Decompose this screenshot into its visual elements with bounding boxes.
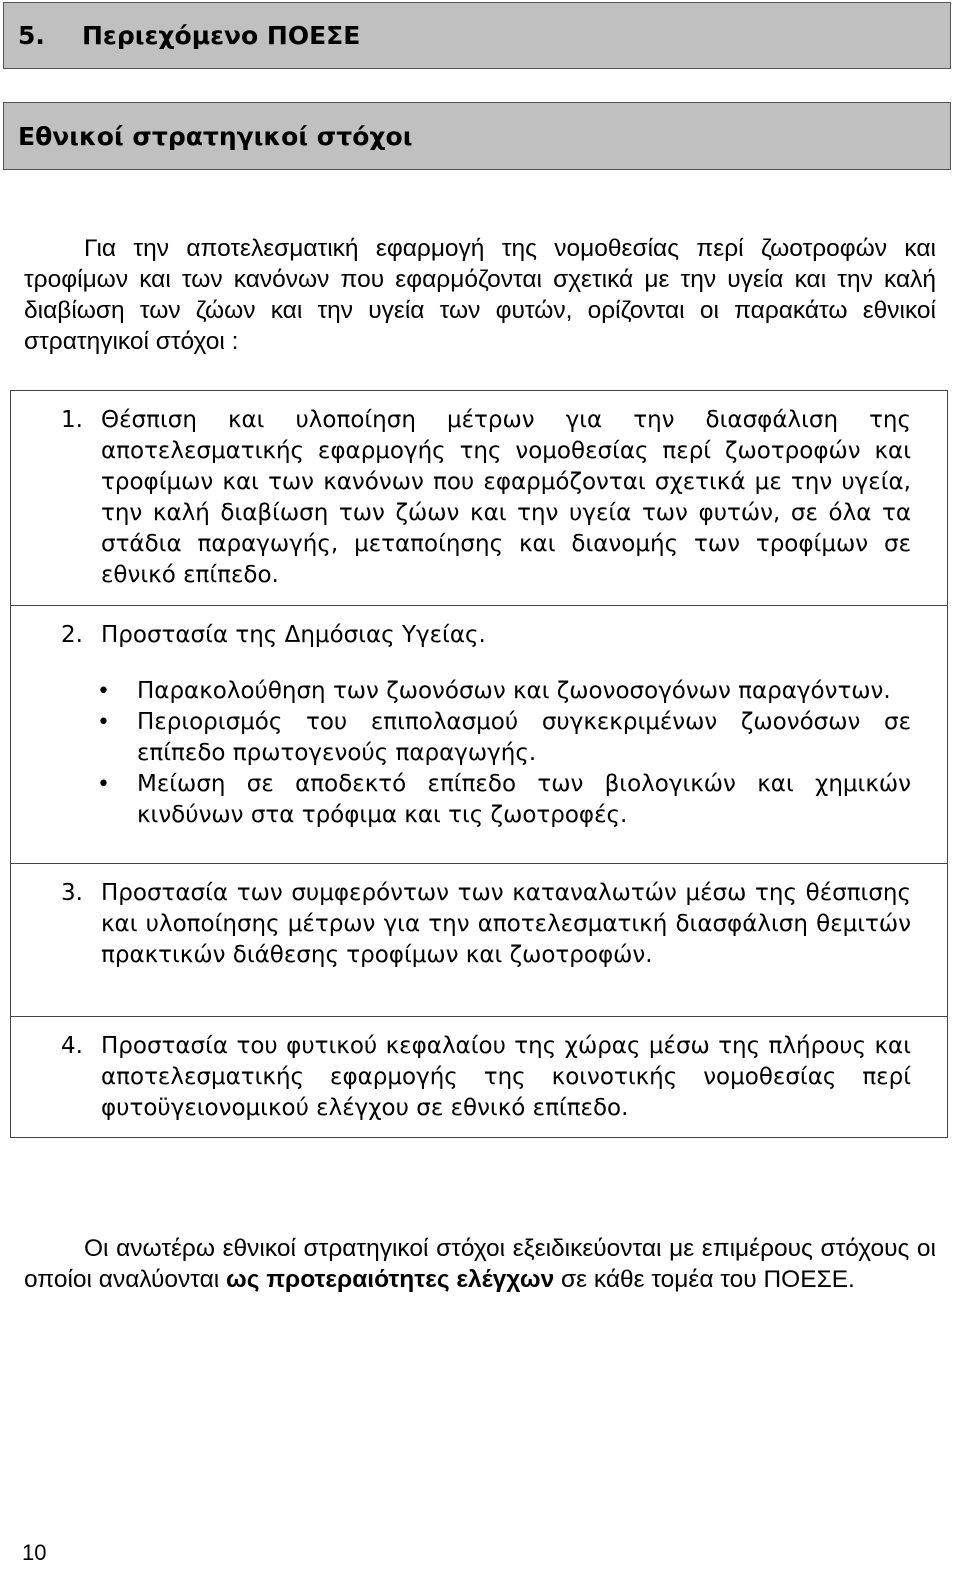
bullet-icon: • [97,679,110,704]
bullet-text: Μείωση σε αποδεκτό επίπεδο των βιολογικών και χημικών κινδύνων στα τρόφιμα και τις ζωοτροφές. [137,771,911,828]
goal-text: Προστασία του φυτικού κεφαλαίου της χώρας μέσω της πλήρους και αποτελεσματικής εφαρμογής της κοινοτικής νομοθεσίας περί φυτοϋγειονομικού ελέγχου σε εθνικό επίπεδο. [101,1033,911,1121]
goal-text: Θέσπιση και υλοποίηση μέτρων για την διασφάλιση της αποτελεσματικής εφαρμογής της νομοθεσίας περί ζωοτροφών και τροφίμων και των κανόνων που εφαρμόζονται σχετικά με την υγεία, την καλή διαβίωση των ζώων και την υγεία των φυτών, σε όλα τα στάδια παραγωγής, μεταποίησης και διανομής των τροφίμων σε εθνικό επίπεδο. [101,407,911,588]
goal-bullet-list [97,676,911,831]
intro-paragraph [24,233,936,357]
bullet-text: Παρακολούθηση των ζωονόσων και ζωονοσογόνων παραγόντων. [137,678,891,704]
goal-row [11,391,947,606]
goal-number: 4. [61,1033,83,1059]
goal-number: 3. [61,880,83,906]
subheading-box [3,102,951,170]
goal-text: Προστασία της Δημόσιας Υγείας. [101,622,486,648]
goal-item [61,878,911,971]
subheading: Εθνικοί στρατηγικοί στόχοι [18,121,413,151]
page-number: 10 [22,1540,47,1565]
goal-row [11,606,947,864]
goal-number: 2. [61,622,83,648]
goal-item [61,405,911,591]
closing-text-bold: ως προτεραιότητες ελέγχων [226,1266,555,1293]
goals-table [10,390,948,1138]
bullet-item [97,769,911,831]
closing-text-start: Οι ανωτέρω εθνικοί στρατηγικοί στόχοι εξειδικεύονται με επιμέρους στόχους οι οποίοι αναλύονται [24,1235,936,1293]
goal-item [61,1031,911,1124]
goal-number: 1. [61,407,83,433]
bullet-icon: • [97,710,110,735]
bullet-text: Περιορισμός του επιπολασμού συγκεκριμένων ζωονόσων σε επίπεδο πρωτογενούς παραγωγής. [137,709,911,766]
section-heading [3,2,951,69]
bullet-item [97,707,911,769]
goal-row [11,864,947,1017]
section-number: 5. [18,21,45,50]
section-title: Περιεχόμενο ΠΟΕΣΕ [82,21,361,50]
goal-row [11,1017,947,1137]
goal-item [61,620,911,651]
closing-text-end: σε κάθε τομέα του ΠΟΕΣΕ. [554,1266,855,1293]
closing-paragraph [24,1233,936,1295]
intro-text: Για την αποτελεσματική εφαρμογή της νομοθεσίας περί ζωοτροφών και τροφίμων και των κανόνων που εφαρμόζονται σχετικά με την υγεία και την καλή διαβίωση των ζώων και την υγεία των φυτών, ορίζονται οι παρακάτω εθνικοί στρατηγικοί στόχοι : [24,235,936,355]
goal-text: Προστασία των συμφερόντων των καταναλωτών μέσω της θέσπισης και υλοποίησης μέτρων για την αποτελεσματική διασφάλιση θεμιτών πρακτικών διάθεσης τροφίμων και ζωοτροφών. [101,880,911,968]
bullet-icon: • [97,772,110,797]
bullet-item [97,676,911,707]
